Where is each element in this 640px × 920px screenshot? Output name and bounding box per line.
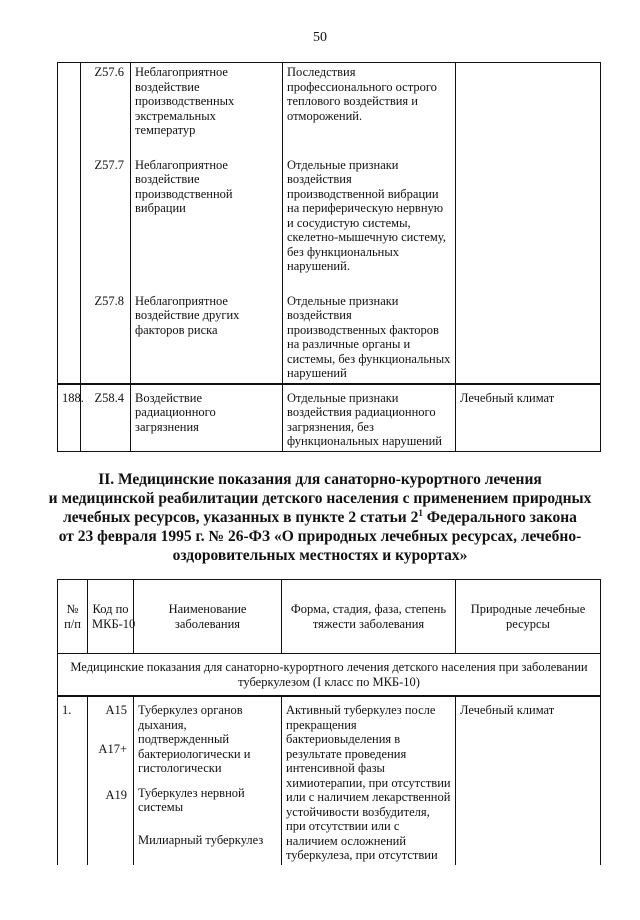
section-title-line: II. Медицинские показания для санаторно-курортного лечения [98,471,542,488]
section-title-line: лечебных ресурсов, указанных в пункте 2 статьи 2 [63,509,419,526]
disease-name: Туберкулез нервной системы [138,785,245,814]
col-header-num: № п/п [58,580,88,654]
disease-form: Последствия профессионального острого теплового воздействия и отморожений. [283,63,456,140]
disease-name: Неблагоприятное воздействие производственной вибрации [131,156,283,276]
icd-code: A15 [105,703,127,717]
natural-resources [456,292,601,384]
table-row [58,384,601,452]
disease-form: Отдельные признаки воздействия радиационного загрязнения, без функциональных нарушений [283,384,456,452]
col-header-code: Код по МКБ-10 [88,580,134,654]
group-row [58,654,601,697]
table-row [58,292,601,384]
table-row [58,156,601,276]
icd-code: A19 [105,788,127,802]
natural-resources: Лечебный климат [456,384,601,452]
superscript: 1 [418,507,423,518]
table-row [58,696,601,865]
row-number [58,63,81,140]
icd-code: Z57.6 [81,63,131,140]
children-indications-table [57,579,601,865]
table-row [58,63,601,140]
indications-table-continued [57,62,601,452]
section-title [40,470,600,565]
row-number [58,156,81,276]
section-title-line: оздоровительных местностях и курортах» [172,547,468,564]
natural-resources [456,156,601,276]
row-number [58,292,81,384]
col-header-name: Наименование заболевания [134,580,282,654]
icd-code: Z58.4 [81,384,131,452]
col-header-resources: Природные лечебные ресурсы [456,580,601,654]
disease-name: Неблагоприятное воздействие других факторов риска [131,292,283,384]
group-title: Медицинские показания для санаторно-курортного лечения детского населения при заболевании туберкулезом (I класс по МКБ-10) [58,654,601,697]
icd-code: Z57.7 [81,156,131,276]
disease-form: Отдельные признаки воздействия производственной вибрации на периферическую нервную и сосудистую системы, скелетно-мышечную систему, без функциональных нарушений. [283,156,456,276]
icd-code: Z57.8 [81,292,131,384]
section-title-line: от 23 февраля 1995 г. № 26-ФЗ «О природных лечебных ресурсах, лечебно- [58,528,582,545]
disease-form: Отдельные признаки воздействия производственных факторов на различные органы и системы, без функциональных нарушений [283,292,456,384]
disease-form: Активный туберкулез после прекращения бактериовыделения в результате проведения интенсивной фазы химиотерапии, при отсутствии или с наличием лекарственной устойчивости возбудителя, при отсутствии или с наличием осложнений туберкулеза, при отсутствии [282,696,456,865]
table-header-row [58,580,601,654]
section-title-line: Федерального закона [422,509,577,526]
disease-name: Туберкулез органов дыхания, подтвержденный бактериологически и гистологически [138,703,251,775]
natural-resources: Лечебный климат [456,696,601,865]
natural-resources [456,63,601,140]
disease-name: Воздействие радиационного загрязнения [131,384,283,452]
disease-name: Милиарный туберкулез [138,832,264,847]
icd-code-cell [88,696,134,865]
disease-name: Неблагоприятное воздействие производственных экстремальных температур [131,63,283,140]
icd-code: A17+ [98,741,127,756]
page-number: 50 [313,30,327,45]
row-number: 1. [58,696,88,865]
section-title-line: и медицинской реабилитации детского населения с применением природных [48,490,592,507]
row-number: 188. [58,384,81,452]
disease-name-cell [134,696,282,865]
col-header-form: Форма, стадия, фаза, степень тяжести заболевания [282,580,456,654]
